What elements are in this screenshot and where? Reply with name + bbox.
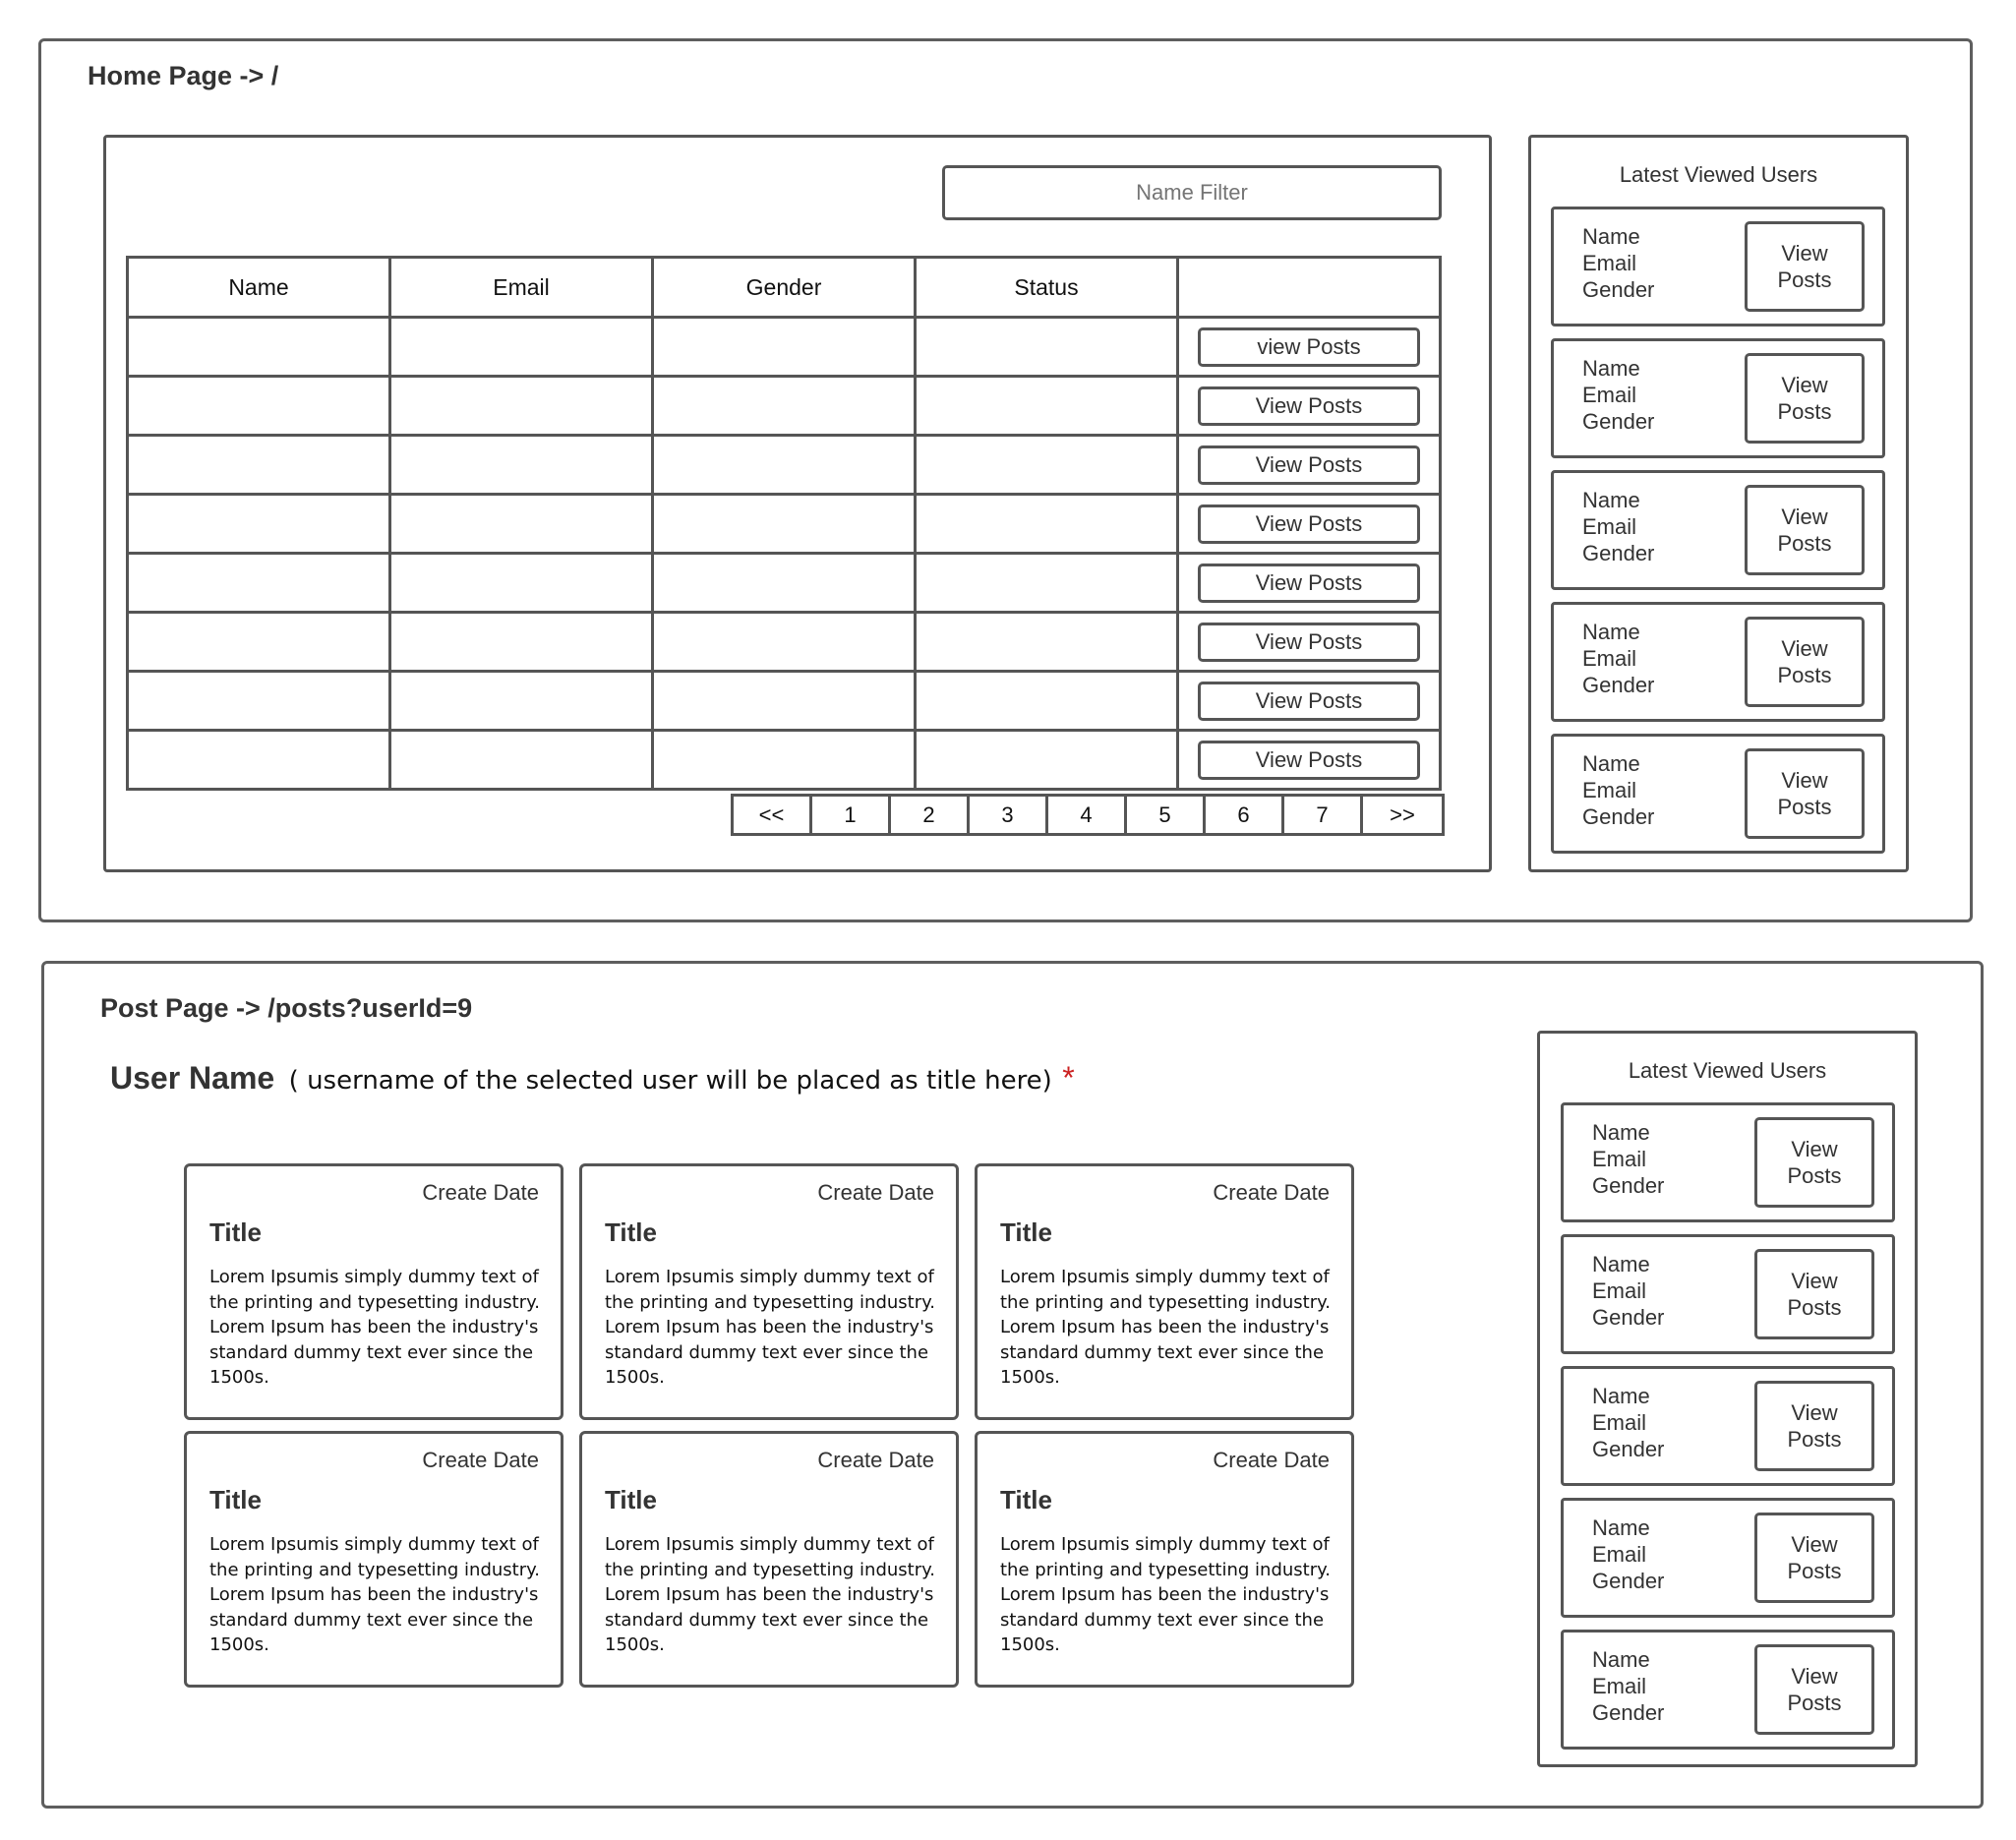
page-1-button[interactable]: 1 — [812, 797, 891, 833]
user-name: Name — [1592, 1384, 1650, 1408]
user-name: Name — [1582, 224, 1640, 249]
user-email: Email — [1592, 1542, 1647, 1567]
page-3-button[interactable]: 3 — [970, 797, 1048, 833]
cell-gender — [653, 613, 916, 672]
latest-user-card — [1551, 734, 1885, 854]
button-label-line1: View — [1781, 241, 1828, 266]
view-posts-button[interactable] — [1745, 221, 1865, 312]
latest-viewed-users-panel — [1537, 1031, 1918, 1767]
user-email: Email — [1592, 1147, 1647, 1171]
table-row — [128, 495, 1441, 554]
post-card — [975, 1431, 1354, 1688]
cell-status — [916, 377, 1178, 436]
cell-name — [128, 731, 390, 790]
button-label-line2: Posts — [1777, 531, 1832, 556]
user-email: Email — [1582, 646, 1637, 671]
latest-user-card — [1551, 602, 1885, 722]
button-label-line2: Posts — [1787, 1295, 1842, 1320]
view-posts-button[interactable]: View Posts — [1198, 386, 1420, 426]
required-mark: * — [1062, 1060, 1075, 1096]
button-label-line1: View — [1781, 505, 1828, 529]
post-title: Title — [209, 1217, 262, 1247]
cell-email — [390, 554, 653, 613]
user-gender: Gender — [1592, 1700, 1665, 1725]
user-name: Name — [1592, 1120, 1650, 1145]
button-label-line1: View — [1791, 1664, 1838, 1689]
users-table — [126, 256, 1442, 791]
column-header-actions — [1178, 258, 1441, 318]
latest-user-card — [1561, 1234, 1895, 1354]
cell-gender — [653, 554, 916, 613]
cell-email — [390, 318, 653, 377]
table-row — [128, 672, 1441, 731]
table-row — [128, 731, 1441, 790]
cell-name — [128, 613, 390, 672]
latest-viewed-users-title: Latest Viewed Users — [1628, 1058, 1827, 1083]
user-info — [1592, 1383, 1664, 1462]
view-posts-button[interactable]: View Posts — [1198, 564, 1420, 603]
cell-status — [916, 672, 1178, 731]
user-email: Email — [1582, 778, 1637, 802]
column-header-name: Name — [128, 258, 390, 318]
post-card — [579, 1431, 959, 1688]
cell-email — [390, 495, 653, 554]
users-table-header — [128, 258, 1441, 318]
view-posts-button[interactable] — [1745, 485, 1865, 575]
button-label-line1: View — [1791, 1400, 1838, 1425]
view-posts-button[interactable] — [1754, 1644, 1874, 1735]
view-posts-button[interactable]: View Posts — [1198, 682, 1420, 721]
cell-name — [128, 554, 390, 613]
post-body: Lorem Ipsumis simply dummy text of the printing and typesetting industry. Lorem Ipsum has been the industry's standard dummy text ever since the 1500s. — [209, 1534, 540, 1655]
user-name-heading — [110, 1060, 1075, 1097]
view-posts-button[interactable] — [1754, 1513, 1874, 1603]
cell-status — [916, 318, 1178, 377]
page-7-button[interactable]: 7 — [1284, 797, 1363, 833]
cell-email — [390, 377, 653, 436]
latest-user-card — [1561, 1102, 1895, 1222]
view-posts-button[interactable] — [1745, 617, 1865, 707]
post-title: Title — [605, 1217, 657, 1247]
post-title: Title — [1000, 1485, 1052, 1514]
table-row — [128, 613, 1441, 672]
cell-name — [128, 436, 390, 495]
button-label-line1: View — [1791, 1532, 1838, 1557]
cell-action — [1178, 318, 1441, 377]
user-info — [1582, 223, 1654, 303]
user-info — [1592, 1251, 1664, 1331]
user-email: Email — [1592, 1410, 1647, 1435]
cell-status — [916, 436, 1178, 495]
cell-action — [1178, 613, 1441, 672]
page-first-button[interactable]: << — [734, 797, 812, 833]
user-gender: Gender — [1592, 1173, 1665, 1198]
view-posts-button[interactable] — [1745, 353, 1865, 444]
cell-name — [128, 495, 390, 554]
table-row — [128, 377, 1441, 436]
user-info — [1592, 1646, 1664, 1726]
post-create-date: Create Date — [1213, 1180, 1330, 1205]
user-name: Name — [1592, 1647, 1650, 1672]
cell-action — [1178, 495, 1441, 554]
button-label-line2: Posts — [1777, 663, 1832, 687]
cell-email — [390, 613, 653, 672]
view-posts-button[interactable]: View Posts — [1198, 623, 1420, 662]
latest-user-card — [1551, 338, 1885, 458]
latest-viewed-users-panel — [1528, 135, 1909, 872]
user-gender: Gender — [1592, 1437, 1665, 1461]
post-card — [184, 1431, 563, 1688]
user-email: Email — [1582, 383, 1637, 407]
cell-gender — [653, 436, 916, 495]
user-name-note: ( username of the selected user will be placed as title here) — [288, 1066, 1052, 1096]
user-email: Email — [1582, 251, 1637, 275]
cell-email — [390, 436, 653, 495]
post-page-title: Post Page -> /posts?userId=9 — [100, 993, 473, 1023]
cell-name — [128, 672, 390, 731]
cell-name — [128, 318, 390, 377]
post-body: Lorem Ipsumis simply dummy text of the printing and typesetting industry. Lorem Ipsum has been the industry's standard dummy text ever since the 1500s. — [605, 1534, 935, 1655]
name-filter-input[interactable] — [942, 165, 1442, 220]
table-row — [128, 318, 1441, 377]
user-info — [1592, 1514, 1664, 1594]
user-name-label: User Name — [110, 1060, 275, 1096]
cell-name — [128, 377, 390, 436]
cell-gender — [653, 495, 916, 554]
post-create-date: Create Date — [817, 1180, 934, 1205]
user-gender: Gender — [1582, 541, 1655, 565]
post-title: Title — [209, 1485, 262, 1514]
post-create-date: Create Date — [422, 1180, 539, 1205]
button-label-line2: Posts — [1787, 1427, 1842, 1452]
user-info — [1582, 487, 1654, 566]
cell-action — [1178, 436, 1441, 495]
user-info — [1592, 1119, 1664, 1199]
page-6-button[interactable]: 6 — [1206, 797, 1284, 833]
button-label-line2: Posts — [1777, 795, 1832, 819]
view-posts-button[interactable] — [1754, 1117, 1874, 1208]
button-label-line2: Posts — [1777, 399, 1832, 424]
user-gender: Gender — [1582, 673, 1655, 697]
post-card — [975, 1163, 1354, 1420]
post-title: Title — [605, 1485, 657, 1514]
post-title: Title — [1000, 1217, 1052, 1247]
user-info — [1582, 619, 1654, 698]
button-label-line2: Posts — [1787, 1163, 1842, 1188]
page-2-button[interactable]: 2 — [891, 797, 970, 833]
user-gender: Gender — [1582, 409, 1655, 434]
user-gender: Gender — [1582, 277, 1655, 302]
post-create-date: Create Date — [1213, 1448, 1330, 1472]
table-row — [128, 436, 1441, 495]
user-gender: Gender — [1592, 1569, 1665, 1593]
column-header-email: Email — [390, 258, 653, 318]
table-row — [128, 554, 1441, 613]
user-name: Name — [1592, 1515, 1650, 1540]
latest-user-card — [1551, 207, 1885, 326]
button-label-line1: View — [1781, 636, 1828, 661]
view-posts-button[interactable]: View Posts — [1198, 741, 1420, 780]
latest-user-card — [1561, 1498, 1895, 1618]
latest-viewed-users-title: Latest Viewed Users — [1619, 162, 1818, 187]
user-email: Email — [1592, 1278, 1647, 1303]
cell-action — [1178, 377, 1441, 436]
user-name: Name — [1582, 751, 1640, 776]
cell-email — [390, 672, 653, 731]
cell-gender — [653, 377, 916, 436]
button-label-line1: View — [1781, 373, 1828, 397]
user-name: Name — [1582, 488, 1640, 512]
button-label-line2: Posts — [1777, 267, 1832, 292]
latest-user-card — [1561, 1366, 1895, 1486]
user-email: Email — [1582, 514, 1637, 539]
column-header-gender: Gender — [653, 258, 916, 318]
view-posts-button[interactable] — [1754, 1381, 1874, 1471]
cell-gender — [653, 672, 916, 731]
view-posts-button[interactable]: view Posts — [1198, 327, 1420, 367]
cell-gender — [653, 318, 916, 377]
user-info — [1582, 355, 1654, 435]
user-name: Name — [1582, 620, 1640, 644]
latest-user-card — [1561, 1630, 1895, 1750]
pagination — [731, 794, 1445, 836]
button-label-line1: View — [1791, 1137, 1838, 1161]
home-page-title: Home Page -> / — [88, 61, 279, 90]
post-body: Lorem Ipsumis simply dummy text of the printing and typesetting industry. Lorem Ipsum has been the industry's standard dummy text ever since the 1500s. — [605, 1267, 935, 1388]
post-body: Lorem Ipsumis simply dummy text of the printing and typesetting industry. Lorem Ipsum has been the industry's standard dummy text ever since the 1500s. — [209, 1267, 540, 1388]
cell-email — [390, 731, 653, 790]
latest-user-card — [1551, 470, 1885, 590]
post-body: Lorem Ipsumis simply dummy text of the printing and typesetting industry. Lorem Ipsum has been the industry's standard dummy text ever since the 1500s. — [1000, 1267, 1331, 1388]
button-label-line1: View — [1791, 1269, 1838, 1293]
post-body: Lorem Ipsumis simply dummy text of the printing and typesetting industry. Lorem Ipsum has been the industry's standard dummy text ever since the 1500s. — [1000, 1534, 1331, 1655]
cell-status — [916, 731, 1178, 790]
page-last-button[interactable]: >> — [1390, 801, 1415, 827]
view-posts-button[interactable] — [1745, 748, 1865, 839]
post-card — [579, 1163, 959, 1420]
view-posts-button[interactable]: View Posts — [1198, 445, 1420, 485]
user-gender: Gender — [1582, 804, 1655, 829]
button-label-line1: View — [1781, 768, 1828, 793]
cell-status — [916, 554, 1178, 613]
page-5-button[interactable]: 5 — [1127, 797, 1206, 833]
cell-status — [916, 495, 1178, 554]
user-info — [1582, 750, 1654, 830]
cell-status — [916, 613, 1178, 672]
view-posts-button[interactable]: View Posts — [1198, 505, 1420, 544]
post-create-date: Create Date — [817, 1448, 934, 1472]
user-name: Name — [1592, 1252, 1650, 1276]
page-4-button[interactable]: 4 — [1048, 797, 1127, 833]
cell-action — [1178, 731, 1441, 790]
user-email: Email — [1592, 1674, 1647, 1698]
post-create-date: Create Date — [422, 1448, 539, 1472]
button-label-line2: Posts — [1787, 1559, 1842, 1583]
button-label-line2: Posts — [1787, 1691, 1842, 1715]
cell-action — [1178, 554, 1441, 613]
user-gender: Gender — [1592, 1305, 1665, 1330]
view-posts-button[interactable] — [1754, 1249, 1874, 1339]
cell-gender — [653, 731, 916, 790]
cell-action — [1178, 672, 1441, 731]
user-name: Name — [1582, 356, 1640, 381]
column-header-status: Status — [916, 258, 1178, 318]
post-card — [184, 1163, 563, 1420]
